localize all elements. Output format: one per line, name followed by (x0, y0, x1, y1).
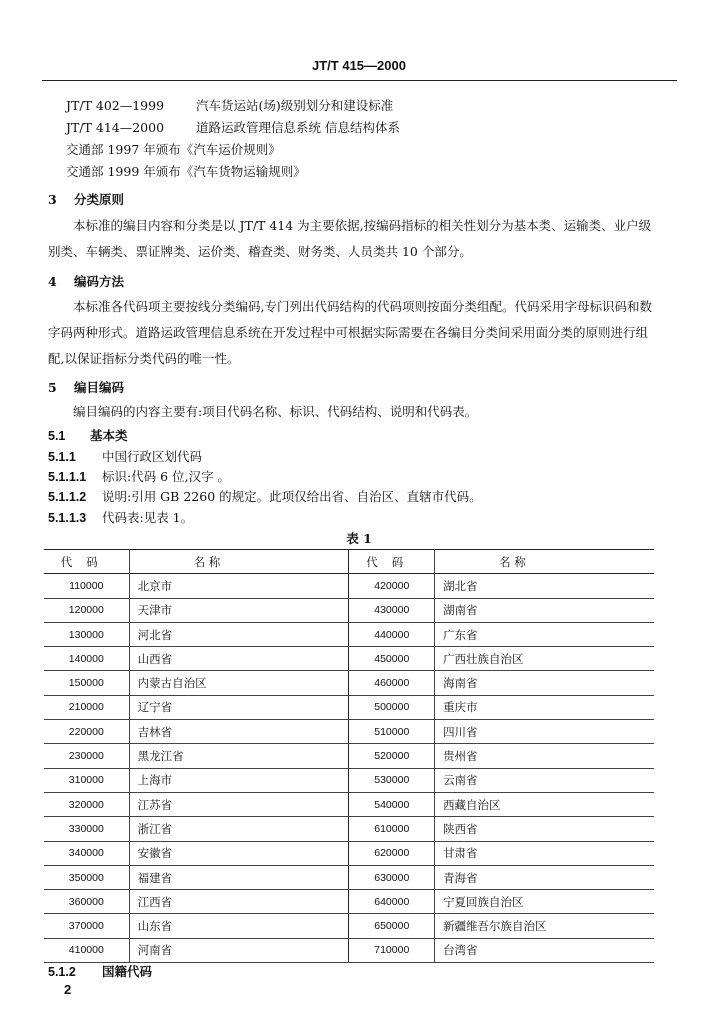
subsection-text: 代码表:见表 1。 (102, 510, 194, 525)
region-name: 四川省 (435, 720, 654, 744)
table-row (44, 622, 654, 646)
region-name: 河北省 (129, 622, 349, 646)
region-code: 430000 (349, 598, 435, 622)
table-row (44, 744, 654, 768)
table-row (44, 865, 654, 889)
reference-line: 交通部 1997 年颁布《汽车运价规则》 (66, 142, 281, 157)
table-row (44, 938, 654, 962)
region-code: 710000 (349, 938, 435, 962)
region-name: 北京市 (129, 574, 349, 598)
region-name: 新疆维吾尔族自治区 (435, 914, 654, 938)
subsection-heading (48, 426, 128, 444)
reference-line (66, 96, 393, 114)
region-code: 630000 (349, 865, 435, 889)
region-code-table (44, 549, 654, 963)
region-code: 540000 (349, 792, 435, 816)
subsection-line (48, 487, 482, 505)
header-name (435, 550, 654, 574)
header-code: 代码 (349, 550, 435, 574)
region-name: 宁夏回族自治区 (435, 890, 654, 914)
section-heading (48, 378, 124, 396)
table-row (44, 671, 654, 695)
subsection-line (48, 467, 230, 485)
region-name: 福建省 (129, 865, 349, 889)
region-code: 140000 (44, 647, 129, 671)
page-number: 2 (64, 982, 72, 997)
region-code: 530000 (349, 768, 435, 792)
region-name: 江西省 (129, 890, 349, 914)
section-body: 本标准的编目内容和分类是以 JT/T 414 为主要依据,按编码指标的相关性划分为基本类、运输类、业户级别类、车辆类、票证牌类、运价类、稽查类、财务类、人员类共 10 个部分。 (48, 218, 652, 259)
table-row (44, 890, 654, 914)
region-name: 海南省 (435, 671, 654, 695)
region-name: 山东省 (129, 914, 349, 938)
header-name-text: 名 称 (193, 554, 221, 569)
region-name: 辽宁省 (129, 695, 349, 719)
region-code: 500000 (349, 695, 435, 719)
region-name: 甘肃省 (435, 841, 654, 865)
region-name: 安徽省 (129, 841, 349, 865)
subsection-number: 5.1.2 (48, 965, 76, 979)
region-code: 460000 (349, 671, 435, 695)
region-code: 320000 (44, 792, 129, 816)
reference-code: JT/T 414—2000 (66, 120, 165, 135)
region-name: 天津市 (129, 598, 349, 622)
reference-code: JT/T 402—1999 (66, 98, 165, 113)
subsection-number: 5.1.1.3 (48, 511, 87, 525)
subsection-heading (48, 962, 152, 980)
subsection-text: 标识:代码 6 位,汉字 。 (102, 469, 231, 484)
header-rule (42, 80, 677, 81)
region-name: 台湾省 (435, 938, 654, 962)
region-name: 湖北省 (435, 574, 654, 598)
section-heading (48, 272, 124, 290)
header-name (129, 550, 349, 574)
region-code: 310000 (44, 768, 129, 792)
region-code: 130000 (44, 622, 129, 646)
document-header: JT/T 415—2000 (312, 58, 406, 73)
section-title: 编目编码 (74, 380, 125, 395)
region-code: 510000 (349, 720, 435, 744)
section-number: 3 (48, 192, 57, 207)
region-name: 云南省 (435, 768, 654, 792)
region-code: 440000 (349, 622, 435, 646)
region-code: 120000 (44, 598, 129, 622)
reference-line: 交通部 1999 年颁布《汽车货物运输规则》 (66, 164, 306, 179)
region-code: 230000 (44, 744, 129, 768)
section-number: 4 (48, 274, 57, 289)
reference-title: 汽车货运站(场)级别划分和建设标准 (196, 98, 394, 113)
region-code: 350000 (44, 865, 129, 889)
subsection-title: 基本类 (90, 428, 128, 443)
region-code: 620000 (349, 841, 435, 865)
region-name: 广东省 (435, 622, 654, 646)
region-name: 江苏省 (129, 792, 349, 816)
subsection-number: 5.1 (48, 429, 66, 443)
table-row (44, 647, 654, 671)
region-code: 220000 (44, 720, 129, 744)
region-name: 浙江省 (129, 817, 349, 841)
region-name: 广西壮族自治区 (435, 647, 654, 671)
region-code: 150000 (44, 671, 129, 695)
subsection-title: 国籍代码 (102, 964, 153, 979)
region-code: 410000 (44, 938, 129, 962)
region-code: 450000 (349, 647, 435, 671)
subsection-number: 5.1.1.1 (48, 470, 87, 484)
region-code: 640000 (349, 890, 435, 914)
section-body: 本标准各代码项主要按线分类编码,专门列出代码结构的代码项则按面分类组配。代码采用字母标识码和数字码两种形式。道路运政管理信息系统在开发过程中可根据实际需要在各编目分类间采用面分类的原则进行组配,以保证指标分类代码的唯一性。 (48, 299, 652, 366)
region-code: 340000 (44, 841, 129, 865)
table-row (44, 841, 654, 865)
table-row (44, 574, 654, 598)
table-caption: 表 1 (346, 531, 372, 546)
reference-line (66, 118, 400, 136)
region-name: 陕西省 (435, 817, 654, 841)
table-row (44, 817, 654, 841)
region-name: 山西省 (129, 647, 349, 671)
region-name: 黑龙江省 (129, 744, 349, 768)
region-code: 520000 (349, 744, 435, 768)
header-name-text: 名 称 (499, 554, 526, 569)
region-code: 370000 (44, 914, 129, 938)
header-code: 代码 (44, 550, 129, 574)
region-name: 河南省 (129, 938, 349, 962)
region-name: 重庆市 (435, 695, 654, 719)
table-row (44, 768, 654, 792)
section-heading (48, 190, 124, 208)
subsection-number: 5.1.1 (48, 450, 76, 464)
section-number: 5 (48, 380, 57, 395)
region-code: 420000 (349, 574, 435, 598)
table-header-row (44, 550, 654, 574)
region-code: 330000 (44, 817, 129, 841)
region-name: 西藏自治区 (435, 792, 654, 816)
region-code: 650000 (349, 914, 435, 938)
region-name: 湖南省 (435, 598, 654, 622)
subsection-title: 中国行政区划代码 (102, 449, 203, 464)
table-row (44, 598, 654, 622)
region-name: 吉林省 (129, 720, 349, 744)
section-title: 分类原则 (74, 192, 125, 207)
region-name: 贵州省 (435, 744, 654, 768)
region-code: 110000 (44, 574, 129, 598)
reference-title: 道路运政管理信息系统 信息结构体系 (196, 120, 400, 135)
table-row (44, 695, 654, 719)
table-row (44, 914, 654, 938)
table-row (44, 792, 654, 816)
subsection-line (48, 508, 193, 526)
subsection-text: 说明:引用 GB 2260 的规定。此项仅给出省、自治区、直辖市代码。 (102, 489, 482, 504)
table-row (44, 720, 654, 744)
region-code: 610000 (349, 817, 435, 841)
section-body: 编目编码的内容主要有:项目代码名称、标识、代码结构、说明和代码表。 (73, 404, 478, 419)
subsection-heading (48, 447, 202, 465)
subsection-number: 5.1.1.2 (48, 490, 87, 504)
region-code: 360000 (44, 890, 129, 914)
section-title: 编码方法 (74, 274, 125, 289)
region-name: 上海市 (129, 768, 349, 792)
region-name: 内蒙古自治区 (129, 671, 349, 695)
region-code: 210000 (44, 695, 129, 719)
region-name: 青海省 (435, 865, 654, 889)
